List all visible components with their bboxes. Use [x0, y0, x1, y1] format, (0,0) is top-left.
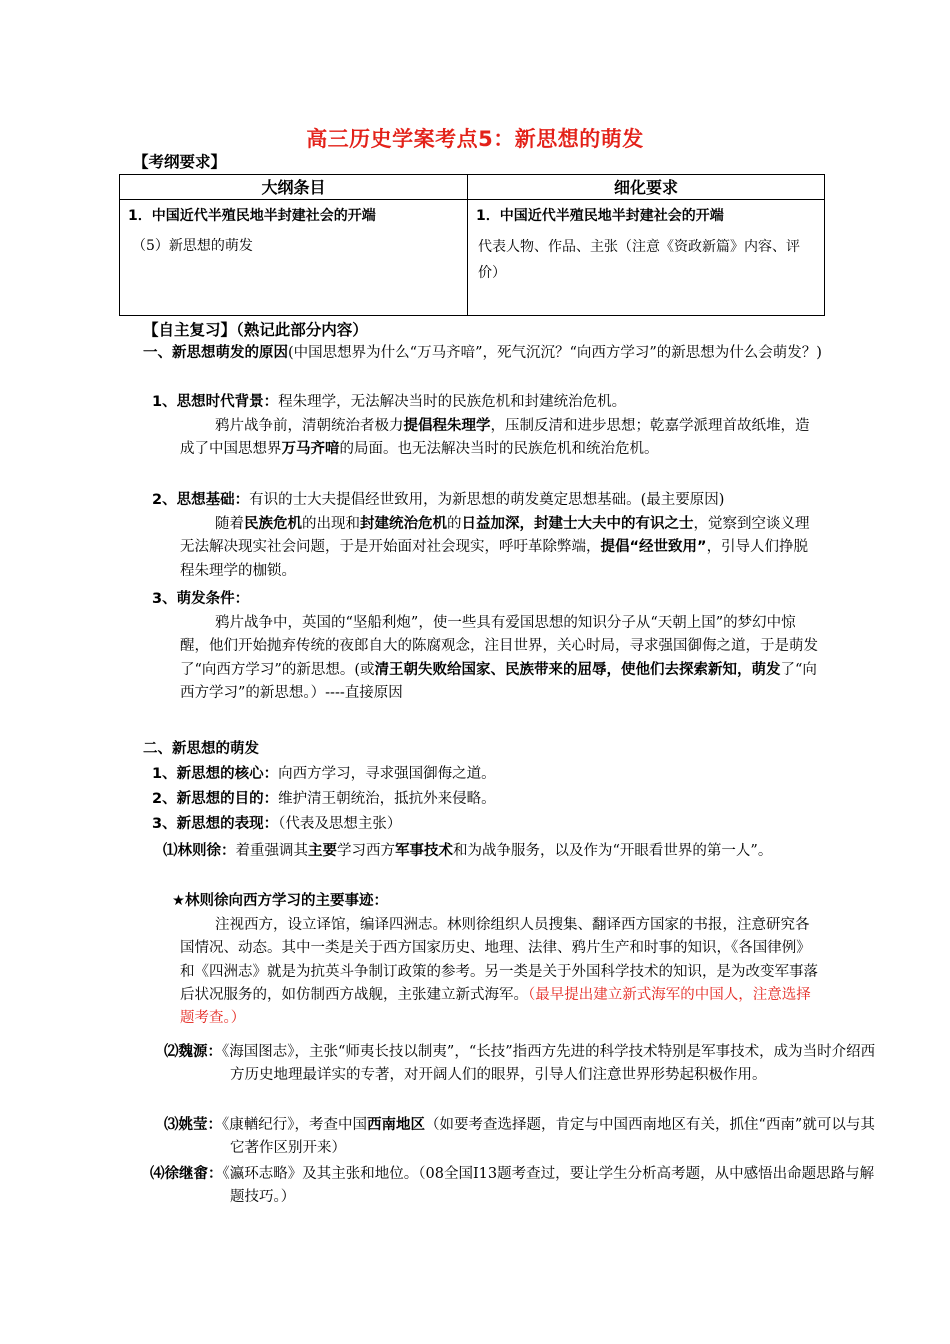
point1-detail: [180, 415, 820, 462]
emphasis: 西南地区: [367, 1117, 425, 1133]
xu-jiyu-entry: [150, 1163, 886, 1210]
core-text: 向西方学习，寻求强国御侮之道。: [278, 766, 496, 782]
emphasis: 主要: [308, 843, 337, 859]
text-run: （如要考查选择题，肯定与中国西南地区有关，抓住“西南”就可以与其它著作区别开来）: [230, 1117, 875, 1157]
part1-point1: [152, 391, 626, 414]
table-header-row: [120, 175, 825, 200]
text-run: 注视西方，设立译馆，编译四洲志。林则徐组织人员搜集、翻译西方国家的书报，注意研究各国情况、动态。其中一类是关于西方国家历史、地理、法律、鸦片生产和时事的知识，《各国律例》和《四洲志》就是为抗英斗争制订政策的参考。另一类是关于外国科学技术的知识，是为改变军事落后状况服务的，如仿制西方战舰，主张建立新式海军。: [180, 917, 818, 1003]
outline-subitem: （5）新思想的萌发: [132, 238, 253, 254]
lin-zexu-star-heading: [172, 890, 388, 913]
point2-label: 2、思想基础：: [152, 492, 250, 508]
table-header-detail: 细化要求: [468, 175, 825, 200]
aim-label: 2、新思想的目的：: [152, 791, 279, 807]
part2-heading: 二、新思想的萌发: [143, 741, 259, 757]
text-run: 《海国图志》，主张“师夷长技以制夷”，“长技”指西方先进的科学技术特别是军事技术，成为当时介绍西方历史地理最详实的专著，对开阔人们的眼界，引导人们注意世界形势起积极作用。: [222, 1044, 876, 1084]
text-run: 和为战争服务，以及作为“开眼看世界的第一人”。: [453, 843, 773, 859]
star-heading-text: ★林则徐向西方学习的主要事迹：: [172, 893, 388, 909]
emphasis: 日益加深，封建士大夫中的有识之士: [461, 516, 694, 532]
emphasis: 民族危机: [244, 516, 302, 532]
yao-ying-entry: [164, 1114, 886, 1161]
wei-yuan-entry: [164, 1041, 886, 1088]
part2-core: [152, 763, 496, 786]
text-run: 的出现和: [302, 516, 360, 532]
detail-item: 1．中国近代半殖民地半封建社会的开端: [476, 208, 724, 224]
emphasis: 提倡“经世致用”: [600, 539, 707, 556]
table-header-outline: 大纲条目: [120, 175, 468, 200]
point3-detail: [180, 612, 820, 705]
text-run: 了“向西方学习”的新思想。）----直接原因: [180, 661, 817, 701]
emphasis: 万马齐喑: [281, 441, 340, 458]
text-run: 《瀛环志略》及其主张和地位。（08全国I13题考查过，要让学生分析高考题，从中感悟出命题思路与解题技巧。）: [222, 1166, 875, 1206]
part2-aim: [152, 788, 496, 811]
wei-yuan-label: ⑵魏源：: [164, 1044, 222, 1060]
part1-point3: [152, 588, 249, 611]
text-run: ，觉察到空谈义理无法解决现实社会问题，于是开始面对社会现实，呼吁革除弊端，: [180, 516, 810, 556]
emphasis: 清王朝失败给国家、民族带来的屈辱，使他们去探索新知，萌发: [374, 661, 781, 678]
exam-note: （最早提出建立新式海军的中国人，注意选择题考查。）: [180, 986, 811, 1027]
emphasis: 提倡程朱理学: [403, 418, 491, 434]
point2-text: 有识的士大夫提倡经世致用，为新思想的萌发奠定思想基础。(最主要原因): [249, 492, 725, 508]
text-run: 鸦片战争前，清朝统治者极力: [215, 418, 404, 434]
lin-zexu-detail: [180, 914, 820, 1030]
emphasis: 封建统治危机: [360, 516, 447, 532]
section-outline-requirements: 【考纲要求】: [133, 153, 227, 171]
part1-heading: [143, 342, 823, 365]
text-run: 鸦片战争中，英国的“坚船利炮”，使一些具有爱国思想的知识分子从“天朝上国”的梦幻中惊醒，他们开始抛弃传统的夜郎自大的陈腐观念，注目世界，关心时局，寻求强国御侮之道，于是萌发了“向西方学习”的新思想。(或: [180, 615, 818, 678]
expression-label: 3、新思想的表现：: [152, 816, 279, 832]
part1-point2: [152, 489, 724, 512]
text-run: ，引导人们挣脱程朱理学的枷锁。: [180, 539, 809, 579]
text-run: 着重强调其: [235, 843, 308, 859]
aim-text: 维护清王朝统治，抵抗外来侵略。: [278, 791, 496, 807]
part1-heading-question: (中国思想界为什么“万马齐喑”，死气沉沉？“向西方学习”的新思想为什么会萌发？): [288, 345, 822, 361]
page-title: 高三历史学案考点5：新思想的萌发: [306, 127, 644, 151]
lin-zexu-label: ⑴林则徐：: [163, 843, 236, 859]
text-run: 的: [447, 516, 462, 532]
outline-item: 1．中国近代半殖民地半封建社会的开端: [128, 208, 376, 224]
table-cell-outline: [120, 200, 468, 316]
table-cell-detail: [468, 200, 825, 316]
core-label: 1、新思想的核心：: [152, 766, 279, 782]
point2-detail: [180, 513, 820, 583]
emphasis: 军事技术: [395, 843, 453, 859]
point1-text: 程朱理学，无法解决当时的民族危机和封建统治危机。: [278, 394, 627, 410]
section-self-review: 【自主复习】（熟记此部分内容）: [143, 321, 368, 339]
lin-zexu-entry: [143, 840, 823, 863]
expression-text: （代表及思想主张）: [278, 816, 402, 832]
text-run: 《康輶纪行》，考查中国: [222, 1117, 367, 1133]
text-run: 学习西方: [337, 843, 395, 859]
part1-heading-bold: 一、新思想萌发的原因: [143, 345, 288, 361]
table-row: [120, 200, 825, 316]
text-run: 的局面。也无法解决当时的民族危机和统治危机。: [339, 441, 659, 458]
outline-table: [119, 174, 825, 316]
text-run: 随着: [215, 516, 244, 532]
text-run: ，压制反清和进步思想；乾嘉学派理首故纸堆，造成了中国思想界: [180, 418, 810, 458]
yao-ying-label: ⑶姚莹：: [164, 1117, 222, 1133]
xu-jiyu-label: ⑷徐继畬：: [150, 1166, 223, 1182]
part2-expression: [152, 813, 401, 836]
detail-subitem: 代表人物、作品、主张（注意《资政新篇》内容、评价）: [478, 239, 800, 281]
point3-label: 3、萌发条件：: [152, 591, 250, 607]
point1-label: 1、思想时代背景：: [152, 394, 279, 410]
